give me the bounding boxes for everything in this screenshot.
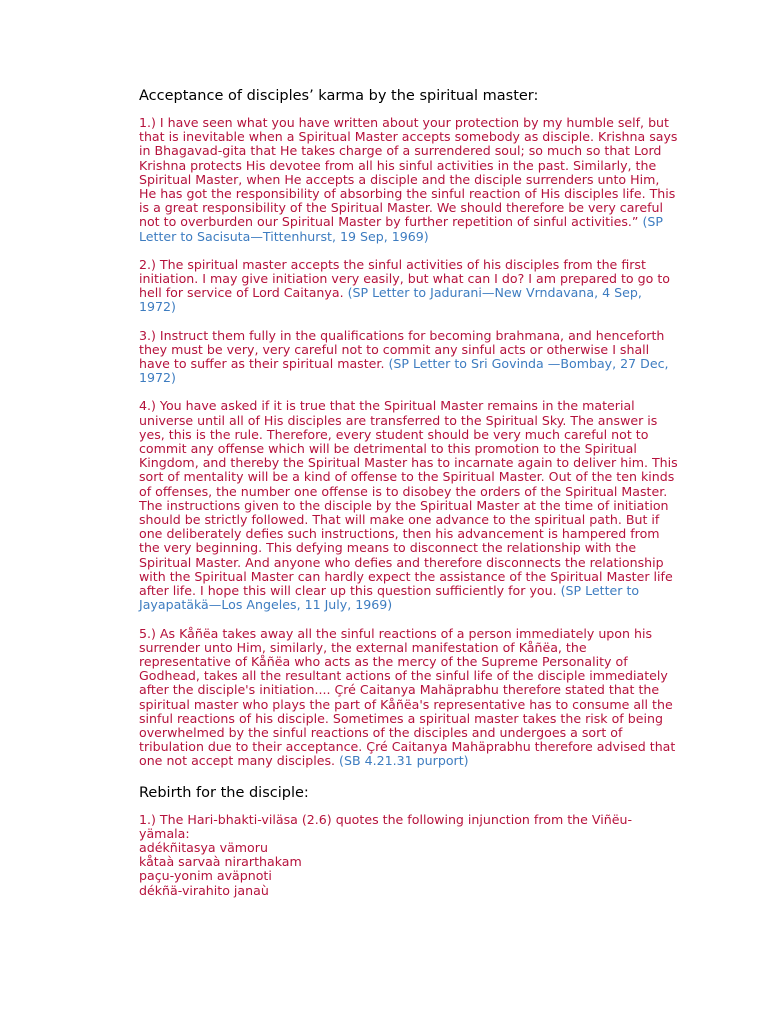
section-heading-karma: Acceptance of disciples’ karma by the spiritual master: — [139, 88, 539, 104]
quote-text: 1.) I have seen what you have written about your protection by my humble self, but that is inevitable when a Spiritual Master accepts somebody as disciple. Krishna says in Bhagavad-gita that He takes charge of a surrendered soul; so much so that Lord Krishna protects His devotee from all his sinful activities in the past. Similarly, the Spiritual Master, when He accepts a disciple and the disciple surrenders unto Him, He has got the responsibility of absorbing the sinful reaction of His disciples life. This is a great responsibility of the Spiritual Master. We should therefore be very careful not to overburden our Spiritual Master by further repetition of sinful activities.” — [139, 115, 678, 230]
quote-paragraph-3 — [139, 329, 679, 386]
verse-line: kåtaà sarvaà nirarthakam — [139, 854, 302, 870]
quote-paragraph-1 — [139, 116, 679, 244]
verse-line: adékñitasya vämoru — [139, 839, 268, 855]
verse-paragraph — [139, 813, 679, 898]
quote-text: 3.) Instruct them fully in the qualifications for becoming brahmana, and henceforth they must be very, very careful not to commit any sinful acts or otherwise I shall have to suffer as their spiritual master. — [139, 327, 665, 372]
quote-text: 4.) You have asked if it is true that the Spiritual Master remains in the material universe until all of His disciples are transferred to the Spiritual Sky. The answer is yes, this is the rule. Therefore, every student should be very much careful not to commit any offense which will be detrimental to this promotion to the Spiritual Kingdom, and thereby the Spiritual Master has to incarnate again to deliver him. This sort of mentality will be a kind of offense to the Spiritual Master. Out of the ten kinds of offenses, the number one offense is to disobey the orders of the Spiritual Master. The instructions given to the disciple by the Spiritual Master at the time of initiation should be strictly followed. That will make one advance to the spiritual path. But if one deliberately defies such instructions, then his advancement is hampered from the very beginning. This defying means to disconnect the relationship with the Spiritual Master. And anyone who defies and therefore disconnects the relationship with the Spiritual Master can hardly expect the assistance of the Spiritual Master life after life. I hope this will clear up this question sufficiently for you. — [139, 398, 678, 599]
quote-text: 2.) The spiritual master accepts the sinful activities of his disciples from the first initiation. I may give initiation very easily, but what can I do? I am prepared to go to hell for service of Lord Caitanya. — [139, 256, 670, 301]
quote-text: 5.) As Kåñëa takes away all the sinful reactions of a person immediately upon his surrender unto Him, similarly, the external manifestation of Kåñëa, the representative of Kåñëa who acts as the mercy of the Supreme Personality of Godhead, takes all the resultant actions of the sinful life of the disciple immediately after the disciple's initiation.... Çré Caitanya Mahäprabhu therefore stated that the spiritual master who plays the part of Kåñëa's representative has to consume all the sinful reactions of his disciple. Sometimes a spiritual master takes the risk of being overwhelmed by the sinful reactions of the disciples and undergoes a sort of tribulation due to their acceptance. Çré Caitanya Mahäprabhu therefore advised that one not accept many disciples. — [139, 625, 676, 769]
verse-intro: 1.) The Hari-bhakti-viläsa (2.6) quotes the following injunction from the Viñëu-yämala: — [139, 811, 632, 841]
quote-reference: (SB 4.21.31 purport) — [339, 753, 469, 769]
document-page — [139, 86, 679, 912]
quote-paragraph-2 — [139, 258, 679, 315]
verse-line: dékñä-virahito janaù — [139, 882, 269, 898]
quote-reference: (SP Letter to Jayapatäkä—Los Angeles, 11 July, 1969) — [139, 583, 640, 613]
quote-reference: (SP Letter to Sacisuta—Tittenhurst, 19 Sep, 1969) — [139, 214, 663, 244]
quote-reference: (SP Letter to Sri Govinda —Bombay, 27 Dec, 1972) — [139, 356, 669, 386]
quote-reference: (SP Letter to Jadurani—New Vrndavana, 4 Sep, 1972) — [139, 285, 642, 315]
quote-paragraph-4 — [139, 399, 679, 612]
quote-paragraph-5 — [139, 627, 679, 769]
verse-line: paçu-yonim aväpnoti — [139, 868, 272, 884]
section-heading-rebirth: Rebirth for the disciple: — [139, 784, 309, 801]
